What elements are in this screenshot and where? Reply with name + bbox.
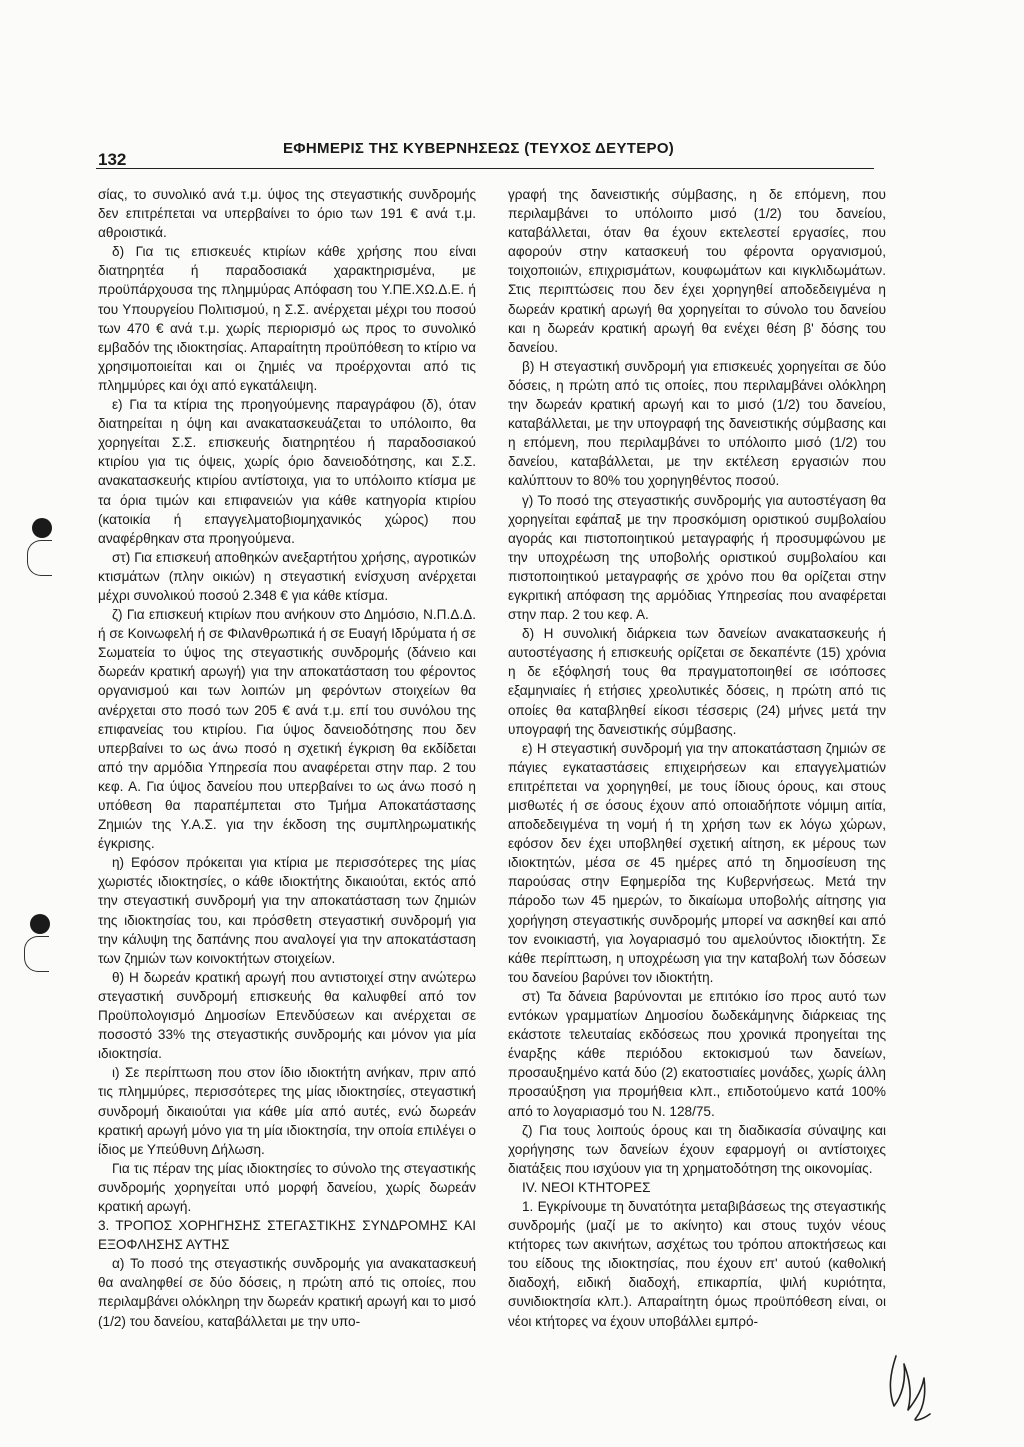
header-title: ΕΦΗΜΕΡΙΣ ΤΗΣ ΚΥΒΕΡΝΗΣΕΩΣ (ΤΕΥΧΟΣ ΔΕΥΤΕΡΟ) [283,140,675,157]
paragraph-e: ε) Η στεγαστική συνδρομή για την αποκατάσταση ζημιών σε πάγιες εγκαταστάσεις επιχειρήσεων και επαγγελματιών επιτρέπεται να χορηγηθεί, με τους ίδιους όρους, και στους μισθωτές ή σε όσους έχουν από οποιαδήποτε νόμιμη αιτία, αποδεδειγμένα τη νομή ή τη χρήση των εκ λόγω χώρων, εφόσον δεν έχει υποβληθεί σχετική αίτηση, εκ μέρους των ιδιοκτητών, μέσα σε 45 ημέρες από τη δημοσίευση της παρούσας στην Εφημερίδα της Κυβερνήσεως. Μετά την πάροδο των 45 ημερών, το δικαίωμα υποβολής αίτησης για χορήγηση στεγαστικής συνδρομής μπορεί να ασκηθεί και από τον ενοικιαστή, για λογαριασμό του αμελούντος ιδιοκτήτη. Σε κάθε περίπτωση, η υποχρέωση για την καταβολή των δόσεων του δανείου βαρύνει τον ιδιοκτήτη. [508,740,886,985]
right-column [508,185,886,1331]
page-number: 132 [98,150,127,169]
punch-arc-bottom [24,936,49,972]
paragraph-i: ι) Σε περίπτωση που στον ίδιο ιδιοκτήτη ανήκαν, πριν από τις πλημμύρες, περισσότερες της μίας ιδιοκτησίες, στεγαστική συνδρομή δικαιούται για κάθε μία από αυτές, ενώ δωρεάν κρατική αρωγή μόνο για τη μία ιδιοκτησία, την οποία επιλέγει ο ίδιος με Υπεύθυνη Δήλωση. [98,1065,476,1157]
paragraph-st: στ) Για επισκευή αποθηκών ανεξαρτήτου χρήσης, αγροτικών κτισμάτων (πλην οικιών) η στεγαστική ενίσχυση ανέρχεται μέχρι συνολικού ποσού 2.348 € για κάθε κτίσμα. [98,549,476,603]
paragraph-z: ζ) Για επισκευή κτιρίων που ανήκουν στο Δημόσιο, Ν.Π.Δ.Δ. ή σε Κοινωφελή ή σε Φιλανθρωπικά ή σε Ευαγή Ιδρύματα ή σε Σωματεία το ύψος της στεγαστικής συνδρομής (δάνειο και δωρεάν κρατική αρωγή) για την αποκατάσταση του φέροντος οργανισμού και των λοιπών μη φερόντων στοιχείων θα ανέρχεται στο ποσό των 205 € ανά τ.μ. επί του συνόλου της επιφανείας του κτιρίου. Για ύψος δανειοδότησης που δεν υπερβαίνει το ως άνω ποσό η σχετική έγκριση θα εκδίδεται από την αρμόδια Υπηρεσία που αναφέρεται στην παρ. 2 του κεφ. Α. Για ύψος δανείου που υπερβαίνει το ως άνω ποσό η υπόθεση θα παραπέμπεται στο Τμήμα Αποκατάστασης Ζημιών της Υ.Α.Σ. για την έκδοση της συμπληρωματικής έγκρισης. [98,607,476,852]
section-heading: 3. ΤΡΟΠΟΣ ΧΟΡΗΓΗΣΗΣ ΣΤΕΓΑΣΤΙΚΗΣ ΣΥΝΔΡΟΜΗΣ ΚΑΙ ΕΞΟΦΛΗΣΗΣ ΑΥΤΗΣ [98,1218,476,1253]
paragraph-e: ε) Για τα κτίρια της προηγούμενης παραγράφου (δ), όταν διατηρείται η όψη και ανακατασκευάζεται το υπόλοιπο, θα χορηγείται Σ.Σ. επισκευής διατηρητέου ή παραδοσιακού κτιρίου για τις όψεις, χωρίς όριο δανειοδότησης, και Σ.Σ. ανακατασκευής κτιρίου αντίστοιχα, για το υπόλοιπο κτίσμα με τα όρια τιμών και επιφανειών για κάθε κατηγορία κτιρίου (κατοικία ή επαγγελματοβιομηχανικός χώρος) που αναφέρθηκαν στα προηγούμενα. [98,397,476,546]
header-rule [96,168,874,169]
section-heading: IV. ΝΕΟΙ ΚΤΗΤΟΡΕΣ [522,1179,651,1195]
handwritten-signature [882,1350,942,1424]
paragraph-st: στ) Τα δάνεια βαρύνονται με επιτόκιο ίσο προς αυτό των εντόκων γραμματίων Δημοσίου δωδεκάμηνης διάρκειας της εκάστοτε τελευταίας εκδόσεως που χρονικά προηγείται της έναρξης κάθε περιόδου εκτοκισμού των δανείων, προσαυξημένο κατά δύο (2) εκατοστιαίες μονάδες, χωρίς άλλη προσαύξηση για προμήθεια κλπ., επιδοτούμενο κατά 100% από το λογαριασμό του Ν. 128/75. [508,988,886,1119]
paragraph-g: γ) Το ποσό της στεγαστικής συνδρομής για αυτοστέγαση θα χορηγείται εφάπαξ με την προσκόμιση οριστικού συμβολαίου αγοράς και πιστοποιητικού μεταγραφής ή προσυμφώνου με την υποχρέωση της υποβολής οριστικού συμβολαίου και πιστοποιητικού μεταγραφής σε χρόνο που θα ορίζεται στην εγκριτική απόφαση της αρμόδιας Υπηρεσίας που αναφέρεται στην παρ. 2 του κεφ. Α. [508,492,886,623]
paragraph-z: ζ) Για τους λοιπούς όρους και τη διαδικασία σύναψης και χορήγησης των δανείων έχουν εφαρμογή οι αντίστοιχες διατάξεις που ισχύουν για τη χρηματοδότηση της οικονομίας. [508,1122,886,1176]
paragraph: γραφή της δανειστικής σύμβασης, η δε επόμενη, που περιλαμβάνει το υπόλοιπο μισό (1/2) του δανείου, καταβάλλεται, όταν θα έχουν εκτελεστεί εργασίες, που αφορούν στην κατασκευή του φέροντα οργανισμού, τοιχοποιιών, επιχρισμάτων, κουφωμάτων και κιγκλιδωμάτων. Στις περιπτώσεις που δεν έχει χορηγηθεί αποδεδειγμένα η δωρεάν κρατική αρωγή θα χορηγείται το σύνολο του δανείου και η δωρεάν κρατική αρωγή θα ενέχει θέση β' δόσης του δανείου. [508,187,886,355]
paragraph-d: δ) Η συνολική διάρκεια των δανείων ανακατασκευής ή αυτοστέγασης ή επισκευής ορίζεται σε δεκαπέντε (15) χρόνια η δε εξόφλησή τους θα πραγματοποιηθεί σε ισόποσες εξαμηνιαίες ή ετήσιες χρεολυτικές δόσεις, η πρώτη από τις οποίες θα καταβληθεί είκοσι τέσσερις (24) μήνες μετά την υπογραφή της δανειστικής σύμβασης. [508,626,886,737]
paragraph-d: δ) Για τις επισκευές κτιρίων κάθε χρήσης που είναι διατηρητέα ή παραδοσιακά χαρακτηρισμένα, με προϋπάρχουσα της πλημμύρας Απόφαση του Υ.ΠΕ.ΧΩ.Δ.Ε. ή του Υπουργείου Πολιτισμού, η Σ.Σ. ανέρχεται μέχρι του ποσού των 470 € ανά τ.μ. χωρίς περιορισμό ως προς το συνολικό εμβαδόν της ιδιοκτησίας. Απαραίτητη προϋπόθεση το κτίριο να χρησιμοποιείται και οι ζημιές να προέρχονται από τις πλημμύρες και όχι από εγκατάλειψη. [98,244,476,393]
punch-hole-bottom [30,914,50,934]
paragraph-h: η) Εφόσον πρόκειται για κτίρια με περισσότερες της μίας χωριστές ιδιοκτησίες, ο κάθε ιδιοκτήτης δικαιούται, εκτός από την στεγαστική συνδρομή για την αποκατάσταση των ζημιών της ιδιοκτησίας του, και πρόσθετη στεγαστική συνδρομή για την κάλυψη της δαπάνης που αναλογεί για την αποκατάσταση των ζημιών των κοινοκτήτων στοιχείων. [98,855,476,966]
paragraph-1: 1. Εγκρίνουμε τη δυνατότητα μεταβιβάσεως της στεγαστικής συνδρομής (μαζί με το ακίνητο) και στους τυχόν νέους κτήτορες των ακινήτων, ασχέτως του τρόπου αποκτήσεως και του είδους της ιδιοκτησίας, που έχουν επ' αυτού (καθολική διαδοχή, ειδική διαδοχή, επικαρπία, ψιλή κυριότητα, συνιδιοκτησία κλπ.). Απαραίτητη όμως προϋπόθεση είναι, οι νέοι κτήτορες να έχουν υποβάλλει εμπρό- [508,1198,886,1329]
punch-hole-top [32,518,52,538]
paragraph-a: α) Το ποσό της στεγαστικής συνδρομής για ανακατασκευή θα αναληφθεί σε δύο δόσεις, η πρώτη από τις οποίες, που περιλαμβάνει ολόκληρη την δωρεάν κρατική αρωγή και το μισό (1/2) του δανείου, καταβάλλεται με την υπο- [98,1256,476,1329]
paragraph: σίας, το συνολικό ανά τ.μ. ύψος της στεγαστικής συνδρομής δεν επιτρέπεται να υπερβαίνει το όριο των 191 € ανά τ.μ. αθροιστικά. [98,187,476,241]
punch-arc-top [27,540,52,576]
paragraph-th: θ) Η δωρεάν κρατική αρωγή που αντιστοιχεί στην ανώτερω στεγαστική συνδρομή επισκευής θα καλυφθεί από τον Προϋπολογισμό Δημοσίων Επενδύσεων και ανέρχεται σε ποσοστό 33% της στεγαστικής συνδρομής και μόνον για μία ιδιοκτησία. [98,969,476,1062]
left-column [98,185,476,1331]
paragraph: Για τις πέραν της μίας ιδιοκτησίες το σύνολο της στεγαστικής συνδρομής χορηγείται υπό μορφή δανείου, χωρίς δωρεάν κρατική αρωγή. [98,1160,476,1214]
paragraph-b: β) Η στεγαστική συνδρομή για επισκευές χορηγείται σε δύο δόσεις, η πρώτη από τις οποίες, που περιλαμβάνει ολόκληρη την δωρεάν κρατική αρωγή και το μισό (1/2) του δανείου, καταβάλλεται, με την υπογραφή της δανειστικής σύμβασης και η επόμενη, που περιλαμβάνει το υπόλοιπο μισό (1/2) του δανείου, καταβάλλεται, με την εκτέλεση εργασιών που καλύπτουν το 80% του χορηγηθέντος ποσού. [508,358,886,489]
